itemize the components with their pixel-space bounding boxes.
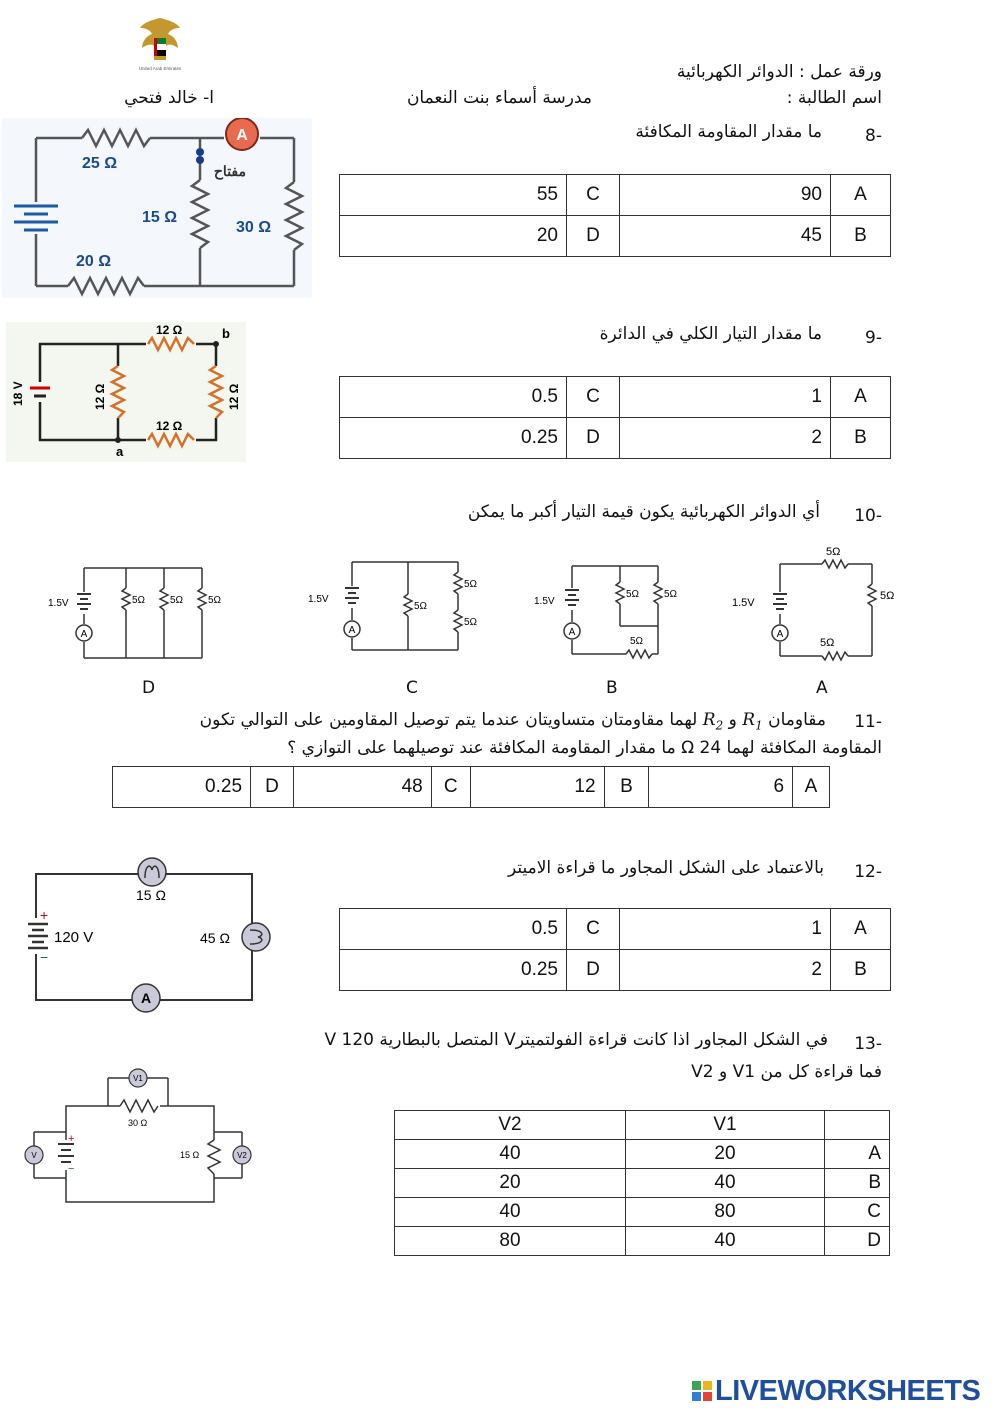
q11-option-c-letter[interactable]: C xyxy=(431,767,470,808)
q8-option-c-letter[interactable]: C xyxy=(567,175,620,216)
q8-text: ما مقدار المقاومة المكافئة xyxy=(635,122,822,142)
q13-row-b-letter[interactable]: B xyxy=(825,1169,890,1198)
liveworksheets-logo[interactable] xyxy=(692,1374,980,1408)
q9-r-right: 12 Ω xyxy=(227,383,241,410)
q13-v2-meter: V2 xyxy=(237,1151,247,1160)
q13-line2: فما قراءة كل من V1 و V2 xyxy=(691,1062,882,1082)
q10-d-r3: 5Ω xyxy=(208,595,222,606)
q13-row-d-letter[interactable]: D xyxy=(825,1227,890,1256)
q11-r1: $R_1$ xyxy=(742,710,763,733)
q8-option-a-letter[interactable]: A xyxy=(831,175,891,216)
q8-option-a-value[interactable]: 90 xyxy=(620,175,831,216)
q11-r2: $R_2$ xyxy=(702,710,724,733)
q8-option-b-value[interactable]: 45 xyxy=(620,216,831,257)
q8-r3: 30 Ω xyxy=(236,219,272,236)
q12-option-a-value[interactable]: 1 xyxy=(620,909,831,950)
q13-minus: − xyxy=(68,1163,75,1175)
q9-option-d-value[interactable]: 0.25 xyxy=(340,418,567,459)
q12-option-d-value[interactable]: 0.25 xyxy=(340,950,567,991)
q11-option-b-letter[interactable]: B xyxy=(604,767,649,808)
q10-label-b: B xyxy=(606,678,618,698)
q12-text: بالاعتماد على الشكل المجاور ما قراءة الاميتر xyxy=(507,858,824,878)
table-row xyxy=(340,418,891,459)
q10-a-r1: 5Ω xyxy=(826,546,841,558)
q8-options xyxy=(339,174,891,257)
q9-node-b: b xyxy=(222,326,230,341)
q12-option-c-letter[interactable]: C xyxy=(567,909,620,950)
q12-option-d-letter[interactable]: D xyxy=(567,950,620,991)
q11-line1 xyxy=(200,710,826,732)
q10-d-r1: 5Ω xyxy=(132,595,146,606)
q11-options xyxy=(112,766,830,808)
q13-plus: + xyxy=(68,1133,75,1145)
q10-a-r3: 5Ω xyxy=(820,637,835,649)
table-row xyxy=(340,950,891,991)
emblem-caption: United Arab Emirates xyxy=(138,66,182,71)
q10-c-r3: 5Ω xyxy=(464,617,478,628)
q9-text: ما مقدار التيار الكلي في الدائرة xyxy=(599,324,822,344)
q9-node-a: a xyxy=(116,444,124,459)
q13-header-letter xyxy=(825,1111,890,1140)
q12-circuit xyxy=(14,852,280,1022)
q13-row-c-letter[interactable]: C xyxy=(825,1198,890,1227)
q12-option-b-value[interactable]: 2 xyxy=(620,950,831,991)
q9-option-b-letter[interactable]: B xyxy=(831,418,891,459)
q13-number: -13 xyxy=(854,1034,882,1054)
q9-r-top: 12 Ω xyxy=(156,323,183,337)
q12-option-a-letter[interactable]: A xyxy=(831,909,891,950)
worksheet-title: ورقة عمل : الدوائر الكهربائية xyxy=(676,62,882,82)
teacher-name: ا- خالد فتحي xyxy=(124,88,214,108)
liveworksheets-brand: LIVEWORKSHEETS xyxy=(715,1374,981,1407)
q10-b-ammeter: A xyxy=(568,627,576,638)
q10-label-a: A xyxy=(816,678,828,698)
q12-option-b-letter[interactable]: B xyxy=(831,950,891,991)
q13-header-v1: V1 xyxy=(626,1111,825,1140)
q8-switch-label: مفتاح xyxy=(213,163,246,179)
q12-number: -12 xyxy=(854,862,882,882)
q12-voltage: 120 V xyxy=(54,929,94,946)
q12-plus: + xyxy=(40,907,49,923)
student-name-label: اسم الطالبة : xyxy=(786,88,882,108)
q10-label-c: C xyxy=(406,678,418,698)
q8-option-b-letter[interactable]: B xyxy=(831,216,891,257)
q13-row-c-v2[interactable]: 40 xyxy=(395,1198,626,1227)
q9-option-b-value[interactable]: 2 xyxy=(620,418,831,459)
q10-circuit-c xyxy=(302,556,502,660)
q10-c-ammeter: A xyxy=(348,625,356,636)
q13-header-v2: V2 xyxy=(395,1111,626,1140)
q13-table xyxy=(394,1110,890,1256)
q9-r-left: 12 Ω xyxy=(93,383,107,410)
q10-text: أي الدوائر الكهربائية يكون قيمة التيار أكبر ما يمكن xyxy=(467,502,820,522)
q10-circuit-d xyxy=(44,562,244,666)
q13-row-d-v2[interactable]: 80 xyxy=(395,1227,626,1256)
q10-circuit-a xyxy=(730,542,910,666)
q8-r1: 25 Ω xyxy=(82,155,118,172)
q12-options xyxy=(339,908,891,991)
q13-r2: 15 Ω xyxy=(180,1150,200,1160)
q11-number: -11 xyxy=(854,712,882,732)
q10-c-r2: 5Ω xyxy=(464,579,478,590)
q10-a-ammeter: A xyxy=(776,629,784,640)
q12-ammeter: A xyxy=(140,990,152,1006)
q10-label-d: D xyxy=(142,678,156,698)
q11-option-d-value[interactable]: 0.25 xyxy=(113,767,251,808)
q10-b-r2: 5Ω xyxy=(664,589,678,600)
table-row[interactable] xyxy=(395,1140,890,1169)
q9-option-c-letter[interactable]: C xyxy=(567,377,620,418)
q13-v-meter: V xyxy=(31,1151,37,1160)
q10-c-r1: 5Ω xyxy=(414,601,428,612)
q11-option-c-value[interactable]: 48 xyxy=(293,767,431,808)
q10-d-battery: 1.5V xyxy=(48,598,69,609)
q13-row-a-letter[interactable]: A xyxy=(825,1140,890,1169)
q12-r2: 45 Ω xyxy=(200,930,230,946)
q11-line2: المقاومة المكافئة لهما 24 Ω ما مقدار المقاومة المكافئة عند توصيلهما على التوازي ؟ xyxy=(287,738,882,758)
table-row xyxy=(395,1111,890,1140)
q12-r1: 15 Ω xyxy=(136,887,166,903)
q10-d-r2: 5Ω xyxy=(170,595,184,606)
q10-b-battery: 1.5V xyxy=(534,596,555,607)
q9-option-d-letter[interactable]: D xyxy=(567,418,620,459)
q13-row-a-v2[interactable]: 40 xyxy=(395,1140,626,1169)
q13-row-c-v1[interactable]: 80 xyxy=(626,1198,825,1227)
table-row[interactable] xyxy=(395,1227,890,1256)
q13-r1: 30 Ω xyxy=(128,1118,148,1128)
q13-row-b-v2[interactable]: 20 xyxy=(395,1169,626,1198)
q10-circuit-b xyxy=(530,560,700,664)
q11-line1-end: لهما مقاومتان متساويتان عندما يتم توصيل المقاومين على التوالي تكون xyxy=(199,710,698,730)
emblem xyxy=(134,14,186,72)
school-name: مدرسة أسماء بنت النعمان xyxy=(406,88,592,108)
q8-number: -8 xyxy=(865,126,882,146)
q11-option-d-letter[interactable]: D xyxy=(251,767,294,808)
q10-a-r2: 5Ω xyxy=(880,590,895,602)
q9-option-c-value[interactable]: 0.5 xyxy=(340,377,567,418)
q9-options xyxy=(339,376,891,459)
q9-circuit xyxy=(6,322,246,466)
q9-r-bottom: 12 Ω xyxy=(156,419,183,433)
q8-r2: 15 Ω xyxy=(142,209,178,226)
q13-row-d-v1[interactable]: 40 xyxy=(626,1227,825,1256)
q12-minus: − xyxy=(40,949,49,965)
q10-number: -10 xyxy=(854,506,882,526)
q10-c-battery: 1.5V xyxy=(308,594,329,605)
q11-and: و xyxy=(728,710,737,730)
q9-option-a-value[interactable]: 1 xyxy=(620,377,831,418)
table-row xyxy=(340,377,891,418)
table-row xyxy=(340,216,891,257)
q10-a-battery: 1.5V xyxy=(732,597,755,609)
q9-voltage: 18 V xyxy=(11,381,25,406)
q11-option-a-value[interactable]: 6 xyxy=(649,767,793,808)
q11-option-b-value[interactable]: 12 xyxy=(470,767,604,808)
table-row xyxy=(340,909,891,950)
q8-ammeter: A xyxy=(236,127,248,144)
q13-row-a-v1[interactable]: 20 xyxy=(626,1140,825,1169)
q10-b-r3: 5Ω xyxy=(630,636,644,647)
q8-option-c-value[interactable]: 55 xyxy=(340,175,567,216)
q8-option-d-value[interactable]: 20 xyxy=(340,216,567,257)
table-row xyxy=(340,175,891,216)
table-row[interactable] xyxy=(395,1169,890,1198)
q8-option-d-letter[interactable]: D xyxy=(567,216,620,257)
q9-number: -9 xyxy=(865,328,882,348)
q13-circuit xyxy=(20,1066,260,1210)
table-row xyxy=(113,767,830,808)
q13-row-b-v1[interactable]: 40 xyxy=(626,1169,825,1198)
q13-line1: في الشكل المجاور اذا كانت قراءة الفولتميترV المتصل بالبطارية 120 V xyxy=(324,1030,828,1050)
q9-option-a-letter[interactable]: A xyxy=(831,377,891,418)
q11-option-a-letter[interactable]: A xyxy=(793,767,830,808)
q8-r4: 20 Ω xyxy=(76,253,112,270)
q13-v1-meter: V1 xyxy=(133,1074,143,1083)
q11-line1-start: مقاومان xyxy=(768,710,826,730)
q10-b-r1: 5Ω xyxy=(626,589,640,600)
q8-circuit xyxy=(2,118,312,302)
table-row[interactable] xyxy=(395,1198,890,1227)
liveworksheets-icon xyxy=(692,1381,712,1401)
q10-d-ammeter: A xyxy=(80,629,88,640)
q12-option-c-value[interactable]: 0.5 xyxy=(340,909,567,950)
